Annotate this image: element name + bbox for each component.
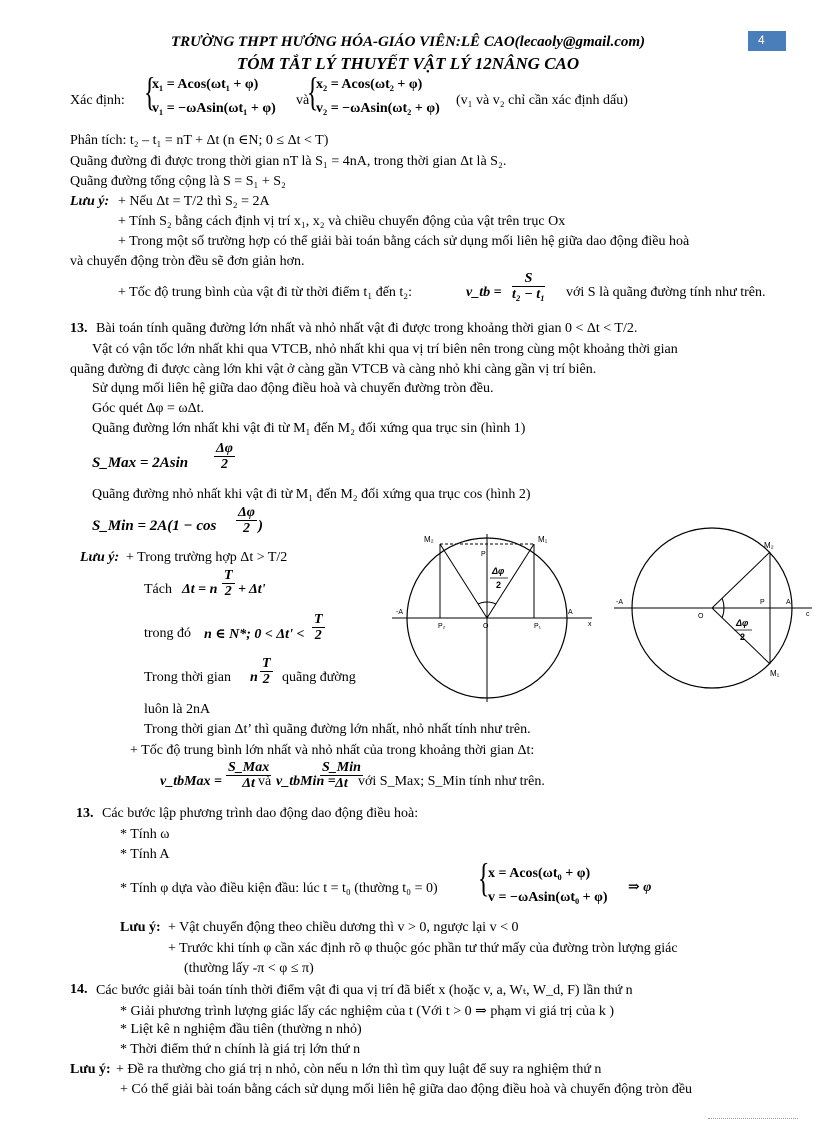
text-tach: Tách xyxy=(144,582,172,597)
frac-vtbmax-num: S_Max xyxy=(228,760,270,775)
text-phan-tich: Phân tích: t₂ – t₁ = nT + Δt (n ∈N; 0 ≤ Δt < T) xyxy=(70,133,329,148)
luu-y-label-3: Lưu ý: xyxy=(120,920,161,935)
fig1-label-two: 2 xyxy=(496,580,502,590)
fig2-label-dphi: Δφ xyxy=(736,618,749,628)
luu-y-4b: với S là quãng đường tính như trên. xyxy=(566,285,766,300)
fig2-label-M2: M₂ xyxy=(764,541,774,550)
luu-y-3: + Trong một số trường hợp có thể giải bài toán bằng cách sử dụng mối liên hệ giữa dao động điều hoà xyxy=(118,234,690,249)
section-14-title: Các bước giải bài toán tính thời điểm vật đi qua vị trí đã biết x (hoặc v, a, Wₜ, W_d, F) lần thứ n xyxy=(96,983,633,998)
fig2-label-M1: M₁ xyxy=(770,669,780,678)
fig1-label-O: O xyxy=(483,623,489,630)
eq-vtbmin: v_tbMin = xyxy=(276,774,336,789)
fig1-label-A: A xyxy=(568,609,573,616)
fig2-label-x: c xyxy=(806,611,810,618)
fig1-label-dphi: Δφ xyxy=(492,566,505,576)
frac-n-den: 2 xyxy=(262,672,270,688)
eq-v0: v = −ωAsin(ωt₀ + φ) xyxy=(488,890,608,905)
section-13-p1: Vật có vận tốc lớn nhất khi qua VTCB, nhỏ nhất khi qua vị trí biên nên trong cùng một khoảng thời gian xyxy=(92,342,678,357)
header-title: TÓM TẮT LÝ THUYẾT VẬT LÝ 12NÂNG CAO xyxy=(236,54,580,73)
eq-v1: v₁ = −ωAsin(ωt₁ + φ) xyxy=(152,101,276,116)
fig1-label-minusA: -A xyxy=(396,609,403,616)
step-3: * Tính φ dựa vào điều kiện đầu: lúc t = t₀ (thường t₀ = 0) xyxy=(120,881,438,896)
frac-vtb-num: S xyxy=(512,271,545,287)
frac-smin-den: 2 xyxy=(242,521,250,537)
luu-y-b: + Trong trường hợp Δt > T/2 xyxy=(126,550,288,565)
frac-n xyxy=(258,656,275,688)
step-2: * Tính A xyxy=(120,847,170,862)
fig2-label-A: A xyxy=(786,599,791,606)
section-13-p1b: quãng đường đi được càng lớn khi vật ở càng gần VTCB và càng nhỏ khi càng gần vị trí biên. xyxy=(70,362,597,377)
step-1: * Tính ω xyxy=(120,827,170,842)
eq-n: n xyxy=(250,670,258,685)
section-13-p2: Sử dụng mối liên hệ giữa dao động điều hoà và chuyển đường tròn đều. xyxy=(92,381,494,396)
section-13b-number: 13. xyxy=(76,806,94,821)
s14-step-2: * Liệt kê n nghiệm đầu tiên (thường n nhỏ) xyxy=(120,1022,362,1037)
fig1-label-M2: M₂ xyxy=(424,535,434,544)
eq-smax: S_Max = 2Asin xyxy=(92,455,189,471)
fig2-label-P: P xyxy=(760,599,765,606)
luu-y-c2: + Trước khi tính φ cần xác định rõ φ thuộc góc phần tư thứ mấy của đường tròn lượng giác xyxy=(168,941,678,956)
frac-smax-den: 2 xyxy=(220,457,228,473)
fig1-label-x: x xyxy=(588,621,592,628)
text-quang-duong-1: Quãng đường đi được trong thời gian nT là S₁ = 4nA, trong thời gian Δt là S₂. xyxy=(70,154,507,169)
section-13-title: Bài toán tính quãng đường lớn nhất và nhỏ nhất vật đi được trong khoảng thời gian 0 < Δt < T/2. xyxy=(96,321,638,336)
luu-y-c1: + Vật chuyển động theo chiều dương thì v > 0, ngược lại v < 0 xyxy=(168,920,519,935)
text-toc-do: + Tốc độ trung bình lớn nhất và nhỏ nhất của trong khoảng thời gian Δt: xyxy=(130,743,535,758)
frac-n-num: T xyxy=(262,656,271,671)
luu-y-c3: (thường lấy -π < φ ≤ π) xyxy=(184,961,314,976)
section-13-p5: Quãng đường nhỏ nhất khi vật đi từ M₁ đến M₂ đối xứng qua trục cos (hình 2) xyxy=(92,487,531,502)
text-luon-la: luôn là 2nA xyxy=(144,702,211,717)
luu-y-label-1: Lưu ý: xyxy=(70,194,110,209)
frac-trong-do-den: 2 xyxy=(314,628,322,644)
text-quang-duong-2: Quãng đường tổng cộng là S = S₁ + S₂ xyxy=(70,174,286,189)
eq-vtbmax: v_tbMax = xyxy=(160,774,223,789)
frac-smax xyxy=(212,441,237,473)
fig2-label-minusA: -A xyxy=(616,599,623,606)
text-trong-thoi-gian: Trong thời gian xyxy=(144,670,232,685)
text-va-2: và xyxy=(258,774,272,789)
fig1-radius-1 xyxy=(440,544,487,618)
frac-smax-num: Δφ xyxy=(216,441,233,456)
eq-trong-do: n ∈ N*; 0 < Δt' < xyxy=(204,627,305,642)
text-voi: với S_Max; S_Min tính như trên. xyxy=(358,774,545,789)
figure-2-circle-diagram xyxy=(614,526,814,716)
section-13-p3: Góc quét Δφ = ωΔt. xyxy=(92,401,205,416)
frac-tach-num: T xyxy=(224,568,233,583)
frac-trong-do-num: T xyxy=(314,612,323,627)
section-13-p4: Quãng đường lớn nhất khi vật đi từ M₁ đến M₂ đối xứng qua trục sin (hình 1) xyxy=(92,421,526,436)
eq-x0: x = Acos(ωt₀ + φ) xyxy=(488,866,591,881)
text-trong-thoi-gian-2: Trong thời gian Δt’ thì quãng đường lớn nhất, nhỏ nhất tính như trên. xyxy=(144,722,531,737)
eq-vtb: v_tb = xyxy=(466,285,502,300)
frac-smin-num: Δφ xyxy=(238,505,255,520)
brace-left-1: { xyxy=(143,69,156,114)
text-quang-duong: quãng đường xyxy=(282,670,356,685)
frac-vtbmax-den: Δt xyxy=(242,776,255,792)
section-13b-title: Các bước lập phương trình dao động dao động điều hoà: xyxy=(102,806,419,821)
frac-tach xyxy=(220,568,237,600)
frac-vtbmin-den: Δt xyxy=(335,776,348,792)
eq-smin-close: ) xyxy=(258,518,263,534)
eq-x1: x₁ = Acos(ωt₁ + φ) xyxy=(152,77,259,92)
luu-y-label-2: Lưu ý: xyxy=(80,550,120,565)
fig1-label-P: P xyxy=(481,551,486,558)
fig1-label-P1: P₁ xyxy=(534,623,542,630)
eq-v2: v₂ = −ωAsin(ωt₂ + φ) xyxy=(316,101,440,116)
fig1-label-M1: M₁ xyxy=(538,535,548,544)
luu-y-1: + Nếu Δt = T/2 thì S₂ = 2A xyxy=(118,194,270,209)
luu-y-d1: + Đề ra thường cho giá trị n nhỏ, còn nếu n lớn thì tìm quy luật để suy ra nghiệm thứ n xyxy=(116,1062,602,1077)
fig2-label-O: O xyxy=(698,613,704,620)
note-v: (v₁ và v₂ chỉ cần xác định dấu) xyxy=(456,93,628,108)
luu-y-4a: + Tốc độ trung bình của vật đi từ thời điểm t₁ đến t₂: xyxy=(118,285,413,300)
frac-smin xyxy=(234,505,259,537)
frac-vtb-den: t₂ − t₁ xyxy=(512,287,546,303)
luu-y-3b: và chuyển động tròn đều sẽ đơn giản hơn. xyxy=(70,254,305,269)
eq-tach: Δt = n xyxy=(182,582,218,597)
brace-left-2: { xyxy=(306,69,319,114)
text-trong-do: trong đó xyxy=(144,626,192,641)
s14-step-3: * Thời điểm thứ n chính là giá trị lớn thứ n xyxy=(120,1042,361,1057)
luu-y-2: + Tính S₂ bằng cách định vị trí x₁, x₂ và chiều chuyển động của vật trên trục Ox xyxy=(118,214,566,229)
luu-y-d2: + Có thể giải bài toán bằng cách sử dụng mối liên hệ giữa dao động điều hoà và chuyển động tròn đều xyxy=(120,1082,693,1097)
eq-smin: S_Min = 2A(1 − cos xyxy=(92,518,217,534)
fig2-label-two: 2 xyxy=(740,632,746,642)
figure-1-circle-diagram xyxy=(392,526,604,716)
page-number-badge: 4 xyxy=(748,31,786,51)
frac-trong-do xyxy=(310,612,327,644)
frac-tach-den: 2 xyxy=(224,584,232,600)
text-xac-dinh: Xác định: xyxy=(70,93,125,108)
eq-implies: ⇒ φ xyxy=(628,880,652,895)
brace-left-3: { xyxy=(477,855,490,900)
section-14-number: 14. xyxy=(70,982,88,997)
s14-step-1: * Giải phương trình lượng giác lấy các nghiệm của t (Với t > 0 ⇒ phạm vi giá trị của k ) xyxy=(120,1004,614,1019)
luu-y-label-4: Lưu ý: xyxy=(70,1062,111,1077)
frac-vtb xyxy=(510,271,547,303)
text-va: và xyxy=(296,93,310,108)
fig1-label-P2: P₂ xyxy=(438,623,446,630)
header-line-1: TRƯỜNG THPT HƯỚNG HÓA-GIÁO VIÊN:LÊ CAO(lecaoly@gmail.com) xyxy=(170,34,646,50)
footer-dotted-line xyxy=(708,1118,798,1119)
fig1-radius-2 xyxy=(487,544,534,618)
eq-x2: x₂ = Acos(ωt₂ + φ) xyxy=(316,77,423,92)
eq-tach-2: + Δt' xyxy=(238,582,266,597)
frac-vtbmin-num: S_Min xyxy=(322,760,361,775)
section-13-number: 13. xyxy=(70,321,88,336)
